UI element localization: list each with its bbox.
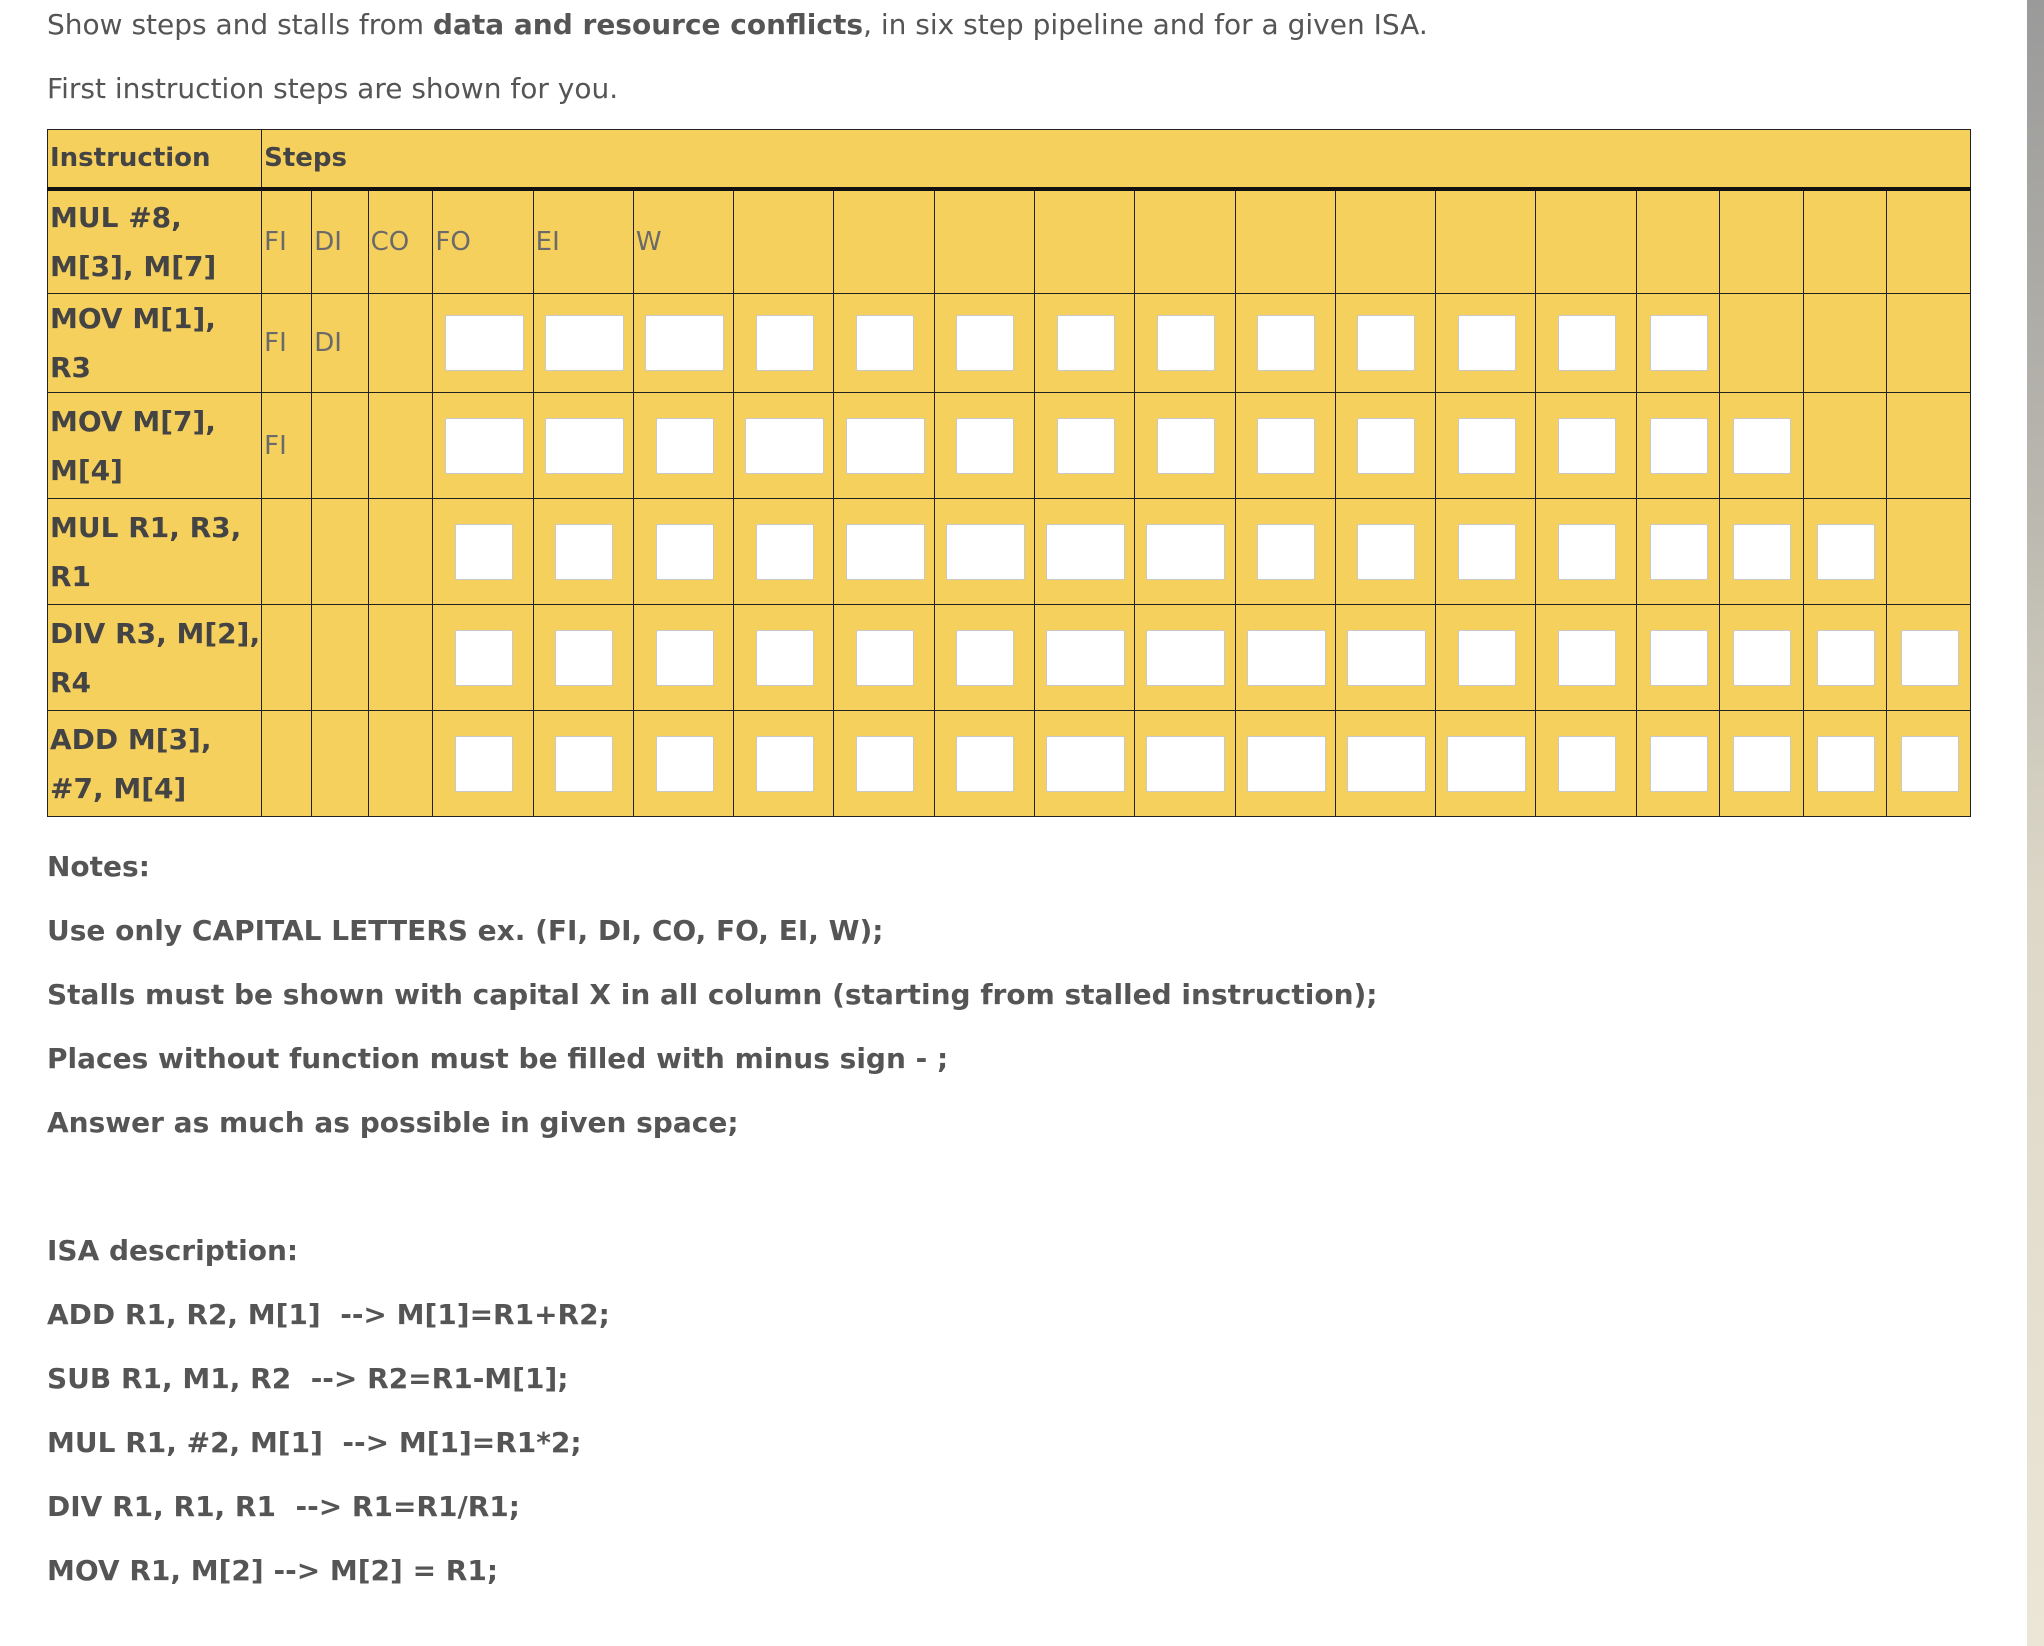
step-cell xyxy=(1536,294,1636,393)
step-cell xyxy=(1235,711,1335,817)
step-cell xyxy=(1335,189,1435,294)
answer-input[interactable] xyxy=(1733,630,1791,686)
step-cell xyxy=(312,711,368,817)
answer-input[interactable] xyxy=(1558,736,1616,792)
step-cell xyxy=(1235,294,1335,393)
step-cell xyxy=(734,711,834,817)
step-cell xyxy=(1636,499,1720,605)
step-label: CO xyxy=(370,226,410,257)
answer-input[interactable] xyxy=(756,630,814,686)
answer-input[interactable] xyxy=(946,524,1025,580)
answer-input[interactable] xyxy=(1650,418,1708,474)
step-cell xyxy=(1803,499,1887,605)
step-cell xyxy=(1335,711,1435,817)
note-line: Places without function must be filled with minus sign - ; xyxy=(47,1042,949,1075)
answer-input[interactable] xyxy=(555,630,613,686)
step-label: FO xyxy=(435,226,471,257)
answer-input[interactable] xyxy=(1146,630,1225,686)
step-cell xyxy=(1436,189,1536,294)
instruction-cell: MUL R1, R3, R1 xyxy=(48,499,262,605)
step-cell xyxy=(1720,711,1804,817)
step-cell xyxy=(1803,605,1887,711)
step-cell xyxy=(433,605,533,711)
step-cell xyxy=(1636,294,1720,393)
step-cell xyxy=(1335,393,1435,499)
steps-header: Steps xyxy=(262,130,1971,189)
answer-input[interactable] xyxy=(1347,736,1426,792)
step-cell xyxy=(734,499,834,605)
step-cell xyxy=(1887,605,1971,711)
answer-input[interactable] xyxy=(1046,736,1125,792)
step-cell xyxy=(1235,393,1335,499)
step-cell xyxy=(934,393,1034,499)
answer-input[interactable] xyxy=(555,736,613,792)
table-row xyxy=(48,294,1971,393)
answer-input[interactable] xyxy=(1733,524,1791,580)
answer-input[interactable] xyxy=(1046,524,1125,580)
step-cell xyxy=(1135,499,1235,605)
answer-input[interactable] xyxy=(1458,315,1516,371)
step-cell xyxy=(1720,294,1804,393)
step-cell xyxy=(262,294,312,393)
note-line: Answer as much as possible in given space; xyxy=(47,1106,739,1139)
step-cell xyxy=(734,189,834,294)
note-line: Stalls must be shown with capital X in all column (starting from stalled instruction); xyxy=(47,978,1378,1011)
step-cell xyxy=(633,189,733,294)
step-cell xyxy=(1335,294,1435,393)
step-cell xyxy=(1436,294,1536,393)
step-cell xyxy=(934,294,1034,393)
step-cell xyxy=(312,294,368,393)
step-cell xyxy=(834,605,934,711)
isa-line: ADD R1, R2, M[1] --> M[1]=R1+R2; xyxy=(47,1298,610,1331)
step-cell xyxy=(934,189,1034,294)
instruction-cell: MUL #8, M[3], M[7] xyxy=(48,189,262,294)
step-cell xyxy=(433,393,533,499)
answer-input[interactable] xyxy=(1447,736,1526,792)
step-cell xyxy=(633,294,733,393)
step-cell xyxy=(1335,499,1435,605)
table-row xyxy=(48,393,1971,499)
answer-input[interactable] xyxy=(1817,524,1875,580)
answer-input[interactable] xyxy=(656,524,714,580)
isa-title: ISA description: xyxy=(47,1234,299,1267)
step-cell xyxy=(1887,393,1971,499)
step-cell xyxy=(734,393,834,499)
intro-second-line: First instruction steps are shown for you. xyxy=(47,72,619,105)
step-cell xyxy=(1034,605,1134,711)
step-cell xyxy=(1335,605,1435,711)
answer-input[interactable] xyxy=(1650,524,1708,580)
answer-input[interactable] xyxy=(1257,418,1315,474)
isa-line: DIV R1, R1, R1 --> R1=R1/R1; xyxy=(47,1490,520,1523)
step-cell xyxy=(262,393,312,499)
step-cell xyxy=(262,711,312,817)
step-cell xyxy=(1235,499,1335,605)
answer-input[interactable] xyxy=(756,315,814,371)
step-cell xyxy=(262,605,312,711)
instruction-header: Instruction xyxy=(48,130,262,189)
answer-input[interactable] xyxy=(1347,630,1426,686)
answer-input[interactable] xyxy=(1057,418,1115,474)
step-cell xyxy=(934,499,1034,605)
answer-input[interactable] xyxy=(1357,315,1415,371)
step-cell xyxy=(1235,189,1335,294)
step-cell xyxy=(1034,393,1134,499)
step-label: DI xyxy=(314,328,342,358)
answer-input[interactable] xyxy=(656,418,714,474)
answer-input[interactable] xyxy=(455,524,513,580)
table-header-row xyxy=(48,130,1971,189)
step-label: EI xyxy=(535,226,560,257)
step-cell xyxy=(1636,189,1720,294)
step-cell xyxy=(834,393,934,499)
answer-input[interactable] xyxy=(1817,630,1875,686)
answer-input[interactable] xyxy=(445,315,524,371)
step-label: FI xyxy=(264,328,287,358)
answer-input[interactable] xyxy=(1257,524,1315,580)
answer-input[interactable] xyxy=(956,315,1014,371)
step-cell xyxy=(533,605,633,711)
step-cell xyxy=(1034,189,1134,294)
answer-input[interactable] xyxy=(445,418,524,474)
answer-input[interactable] xyxy=(856,736,914,792)
step-cell xyxy=(1034,499,1134,605)
step-cell xyxy=(934,711,1034,817)
answer-input[interactable] xyxy=(455,630,513,686)
answer-input[interactable] xyxy=(1733,418,1791,474)
step-cell xyxy=(433,189,533,294)
answer-input[interactable] xyxy=(846,524,925,580)
isa-line: MUL R1, #2, M[1] --> M[1]=R1*2; xyxy=(47,1426,582,1459)
step-cell xyxy=(834,499,934,605)
answer-input[interactable] xyxy=(846,418,925,474)
answer-input[interactable] xyxy=(756,736,814,792)
window-edge-strip xyxy=(2027,0,2044,1646)
step-cell xyxy=(533,294,633,393)
answer-input[interactable] xyxy=(656,736,714,792)
step-cell xyxy=(1436,711,1536,817)
step-cell xyxy=(1803,711,1887,817)
step-label: W xyxy=(635,226,662,257)
step-cell xyxy=(533,711,633,817)
step-cell xyxy=(834,294,934,393)
step-cell xyxy=(433,711,533,817)
step-cell xyxy=(368,711,433,817)
step-cell xyxy=(1436,393,1536,499)
step-cell xyxy=(1803,294,1887,393)
step-cell xyxy=(262,499,312,605)
step-cell xyxy=(1135,189,1235,294)
step-cell xyxy=(834,711,934,817)
step-cell xyxy=(1034,711,1134,817)
answer-input[interactable] xyxy=(745,418,824,474)
answer-input[interactable] xyxy=(1558,524,1616,580)
step-cell xyxy=(312,393,368,499)
step-cell xyxy=(1536,393,1636,499)
answer-input[interactable] xyxy=(1247,630,1326,686)
answer-input[interactable] xyxy=(956,736,1014,792)
answer-input[interactable] xyxy=(1733,736,1791,792)
step-cell xyxy=(1436,605,1536,711)
step-cell xyxy=(1636,711,1720,817)
instruction-cell: MOV M[1], R3 xyxy=(48,294,262,393)
answer-input[interactable] xyxy=(1650,315,1708,371)
answer-input[interactable] xyxy=(555,524,613,580)
step-cell xyxy=(1720,605,1804,711)
answer-input[interactable] xyxy=(1901,736,1959,792)
step-label: DI xyxy=(314,226,342,257)
answer-input[interactable] xyxy=(1046,630,1125,686)
step-cell xyxy=(633,499,733,605)
answer-input[interactable] xyxy=(956,418,1014,474)
answer-input[interactable] xyxy=(856,315,914,371)
step-cell xyxy=(1235,605,1335,711)
answer-input[interactable] xyxy=(756,524,814,580)
answer-input[interactable] xyxy=(1817,736,1875,792)
step-cell xyxy=(1536,711,1636,817)
step-label: FI xyxy=(264,430,287,461)
step-cell xyxy=(433,294,533,393)
step-cell xyxy=(734,294,834,393)
step-cell xyxy=(1135,605,1235,711)
step-cell xyxy=(368,499,433,605)
answer-input[interactable] xyxy=(645,315,724,371)
answer-input[interactable] xyxy=(656,630,714,686)
answer-input[interactable] xyxy=(1146,736,1225,792)
step-label: FI xyxy=(264,226,287,257)
step-cell xyxy=(1636,605,1720,711)
step-cell xyxy=(368,189,433,294)
isa-line: MOV R1, M[2] --> M[2] = R1; xyxy=(47,1554,499,1587)
answer-input[interactable] xyxy=(1157,418,1215,474)
step-cell xyxy=(533,393,633,499)
step-cell xyxy=(633,711,733,817)
table-row xyxy=(48,605,1971,711)
step-cell xyxy=(368,605,433,711)
answer-input[interactable] xyxy=(1146,524,1225,580)
answer-input[interactable] xyxy=(1458,524,1516,580)
answer-input[interactable] xyxy=(455,736,513,792)
step-cell xyxy=(433,499,533,605)
step-cell xyxy=(1887,711,1971,817)
intro-paragraph: Show steps and stalls from data and resource conflicts, in six step pipeline and for a given ISA. xyxy=(47,8,1428,41)
step-cell xyxy=(533,189,633,294)
step-cell xyxy=(1135,294,1235,393)
pipeline-table xyxy=(47,129,1971,817)
step-cell xyxy=(1034,294,1134,393)
instruction-cell: ADD M[3], #7, M[4] xyxy=(48,711,262,817)
step-cell xyxy=(312,499,368,605)
answer-input[interactable] xyxy=(1458,630,1516,686)
instruction-cell: DIV R3, M[2], R4 xyxy=(48,605,262,711)
step-cell xyxy=(1536,605,1636,711)
step-cell xyxy=(633,393,733,499)
step-cell xyxy=(1135,711,1235,817)
instruction-cell: MOV M[7], M[4] xyxy=(48,393,262,499)
note-line: Use only CAPITAL LETTERS ex. (FI, DI, CO, FO, EI, W); xyxy=(47,914,884,947)
step-cell xyxy=(312,189,368,294)
answer-input[interactable] xyxy=(545,315,624,371)
step-cell xyxy=(1887,189,1971,294)
answer-input[interactable] xyxy=(1558,418,1616,474)
answer-input[interactable] xyxy=(1650,630,1708,686)
answer-input[interactable] xyxy=(1257,315,1315,371)
answer-input[interactable] xyxy=(1901,630,1959,686)
isa-line: SUB R1, M1, R2 --> R2=R1-M[1]; xyxy=(47,1362,569,1395)
answer-input[interactable] xyxy=(1650,736,1708,792)
answer-input[interactable] xyxy=(1558,315,1616,371)
answer-input[interactable] xyxy=(956,630,1014,686)
answer-input[interactable] xyxy=(856,630,914,686)
answer-input[interactable] xyxy=(1458,418,1516,474)
step-cell xyxy=(1536,189,1636,294)
step-cell xyxy=(1436,499,1536,605)
answer-input[interactable] xyxy=(1357,418,1415,474)
answer-input[interactable] xyxy=(1247,736,1326,792)
step-cell xyxy=(368,393,433,499)
step-cell xyxy=(1803,393,1887,499)
answer-input[interactable] xyxy=(545,418,624,474)
step-cell xyxy=(834,189,934,294)
table-row xyxy=(48,711,1971,817)
step-cell xyxy=(1536,499,1636,605)
answer-input[interactable] xyxy=(1157,315,1215,371)
step-cell xyxy=(533,499,633,605)
step-cell xyxy=(1135,393,1235,499)
answer-input[interactable] xyxy=(1057,315,1115,371)
step-cell xyxy=(312,605,368,711)
step-cell xyxy=(1636,393,1720,499)
step-cell xyxy=(1720,189,1804,294)
step-cell xyxy=(633,605,733,711)
step-cell xyxy=(734,605,834,711)
step-cell xyxy=(1803,189,1887,294)
step-cell xyxy=(1887,499,1971,605)
answer-input[interactable] xyxy=(1357,524,1415,580)
answer-input[interactable] xyxy=(1558,630,1616,686)
step-cell xyxy=(1720,393,1804,499)
step-cell xyxy=(1720,499,1804,605)
notes-title: Notes: xyxy=(47,850,150,883)
table-row xyxy=(48,499,1971,605)
step-cell xyxy=(368,294,433,393)
step-cell xyxy=(262,189,312,294)
step-cell xyxy=(934,605,1034,711)
step-cell xyxy=(1887,294,1971,393)
table-row xyxy=(48,189,1971,294)
